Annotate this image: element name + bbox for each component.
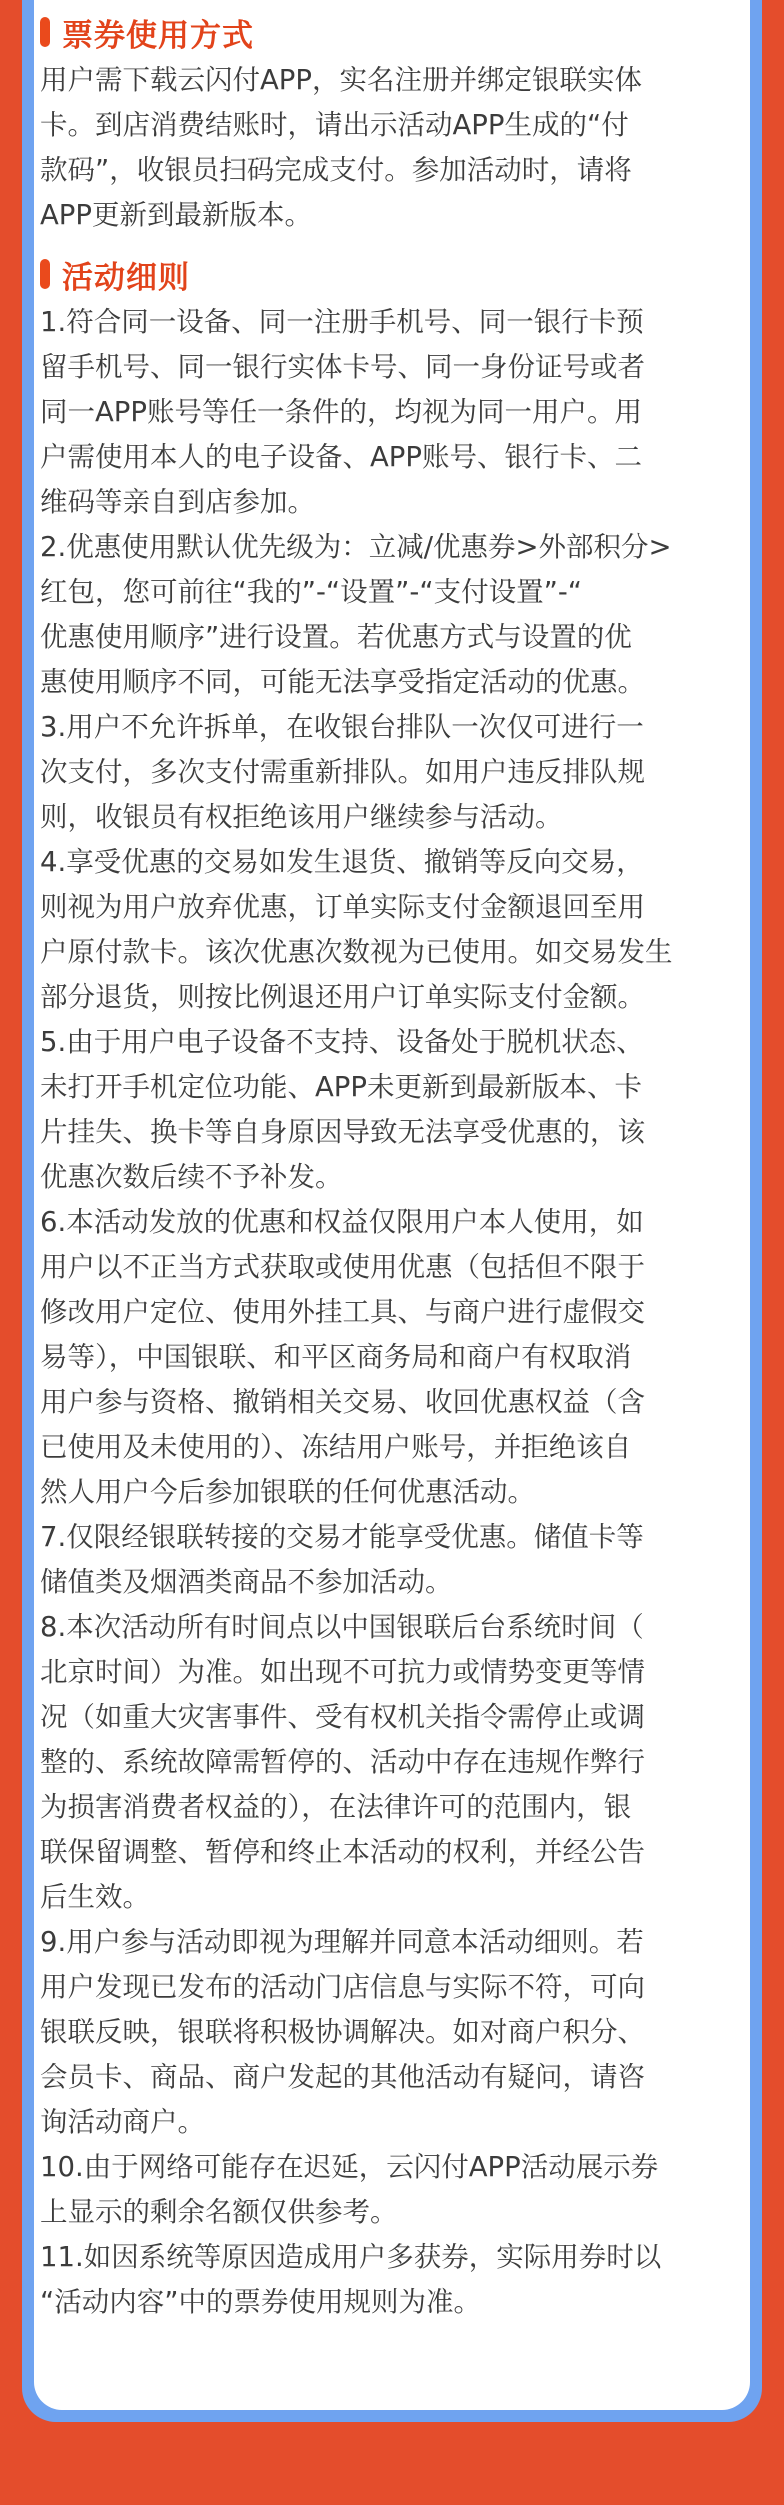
text-line: 卡。到店消费结账时，请出示活动APP生成的“付	[40, 109, 629, 141]
text-line: 惠使用顺序不同，可能无法享受指定活动的优惠。	[40, 666, 645, 698]
section-header	[40, 10, 740, 54]
text-line: 8.本次活动所有时间点以中国银联后台系统时间（	[40, 1611, 644, 1643]
text-line: 上显示的剩余名额仅供参考。	[40, 2196, 398, 2228]
text-line: 同一APP账号等任一条件的，均视为同一用户。用	[40, 396, 642, 428]
text-line: 然人用户今后参加银联的任何优惠活动。	[40, 1476, 535, 1508]
text-line: 2.优惠使用默认优先级为：立减/优惠券>外部积分>	[40, 531, 672, 563]
text-line: 况（如重大灾害事件、受有权机关指令需停止或调	[40, 1701, 645, 1733]
text-line: 为损害消费者权益的），在法律许可的范围内，银	[40, 1791, 632, 1823]
text-line: 会员卡、商品、商户发起的其他活动有疑问，请咨	[40, 2061, 645, 2093]
text-line: 部分退货，则按比例退还用户订单实际支付金额。	[40, 981, 645, 1013]
text-line: 户需使用本人的电子设备、APP账号、银行卡、二	[40, 441, 642, 473]
text-line: 未打开手机定位功能、APP未更新到最新版本、卡	[40, 1071, 642, 1103]
text-line: 询活动商户。	[40, 2106, 205, 2138]
text-line: 易等），中国银联、和平区商务局和商户有权取消	[40, 1341, 632, 1373]
text-line: APP更新到最新版本。	[40, 199, 312, 231]
text-line: 则，收银员有权拒绝该用户继续参与活动。	[40, 801, 563, 833]
text-line: 优惠次数后续不予补发。	[40, 1161, 343, 1193]
text-line: 用户参与资格、撤销相关交易、收回优惠权益（含	[40, 1386, 645, 1418]
text-line: 维码等亲自到店参加。	[40, 486, 315, 518]
text-line: 用户需下载云闪付APP，实名注册并绑定银联实体	[40, 64, 642, 96]
text-line: 整的、系统故障需暂停的、活动中存在违规作弊行	[40, 1746, 645, 1778]
text-line: 后生效。	[40, 1881, 150, 1913]
text-line: 修改用户定位、使用外挂工具、与商户进行虚假交	[40, 1296, 645, 1328]
text-line: 11.如因系统等原因造成用户多获券，实际用券时以	[40, 2241, 662, 2273]
text-line: 已使用及未使用的）、冻结用户账号，并拒绝该自	[40, 1431, 632, 1463]
section-header	[40, 252, 740, 296]
text-line: 联保留调整、暂停和终止本活动的权利，并经公告	[40, 1836, 645, 1868]
section-title: 票券使用方式	[62, 17, 254, 54]
text-line: 款码”，收银员扫码完成支付。参加活动时，请将	[40, 154, 632, 186]
section-activity-rules	[40, 252, 740, 2325]
text-line: 留手机号、同一银行实体卡号、同一身份证号或者	[40, 351, 645, 383]
section-ticket-usage	[40, 10, 740, 238]
section-title: 活动细则	[62, 259, 190, 296]
text-line: 银联反映，银联将积极协调解决。如对商户积分、	[40, 2016, 645, 2048]
text-line: 次支付，多次支付需重新排队。如用户违反排队规	[40, 756, 645, 788]
text-line: 片挂失、换卡等自身原因导致无法享受优惠的，该	[40, 1116, 645, 1148]
text-line: 用户以不正当方式获取或使用优惠（包括但不限于	[40, 1251, 645, 1283]
section-body	[40, 58, 740, 238]
text-line: 户原付款卡。该次优惠次数视为已使用。如交易发生	[40, 936, 673, 968]
text-line: 1.符合同一设备、同一注册手机号、同一银行卡预	[40, 306, 644, 338]
text-line: 9.用户参与活动即视为理解并同意本活动细则。若	[40, 1926, 644, 1958]
rules-content	[40, 0, 740, 2325]
section-marker-bar	[40, 259, 50, 289]
text-line: 4.享受优惠的交易如发生退货、撤销等反向交易，	[40, 846, 644, 878]
text-line: 用户发现已发布的活动门店信息与实际不符，可向	[40, 1971, 645, 2003]
text-line: 优惠使用顺序”进行设置。若优惠方式与设置的优	[40, 621, 632, 653]
text-line: 7.仅限经银联转接的交易才能享受优惠。储值卡等	[40, 1521, 644, 1553]
text-line: 北京时间）为准。如出现不可抗力或情势变更等情	[40, 1656, 645, 1688]
text-line: 则视为用户放弃优惠，订单实际支付金额退回至用	[40, 891, 645, 923]
text-line: 10.由于网络可能存在迟延，云闪付APP活动展示券	[40, 2151, 659, 2183]
section-marker-bar	[40, 17, 50, 47]
text-line: 6.本活动发放的优惠和权益仅限用户本人使用，如	[40, 1206, 644, 1238]
text-line: 红包，您可前往“我的”-“设置”-“支付设置”-“	[40, 576, 582, 608]
text-line: 3.用户不允许拆单，在收银台排队一次仅可进行一	[40, 711, 644, 743]
text-line: 5.由于用户电子设备不支持、设备处于脱机状态、	[40, 1026, 644, 1058]
section-body	[40, 300, 740, 2325]
text-line: “活动内容”中的票券使用规则为准。	[40, 2286, 481, 2318]
text-line: 储值类及烟酒类商品不参加活动。	[40, 1566, 453, 1598]
